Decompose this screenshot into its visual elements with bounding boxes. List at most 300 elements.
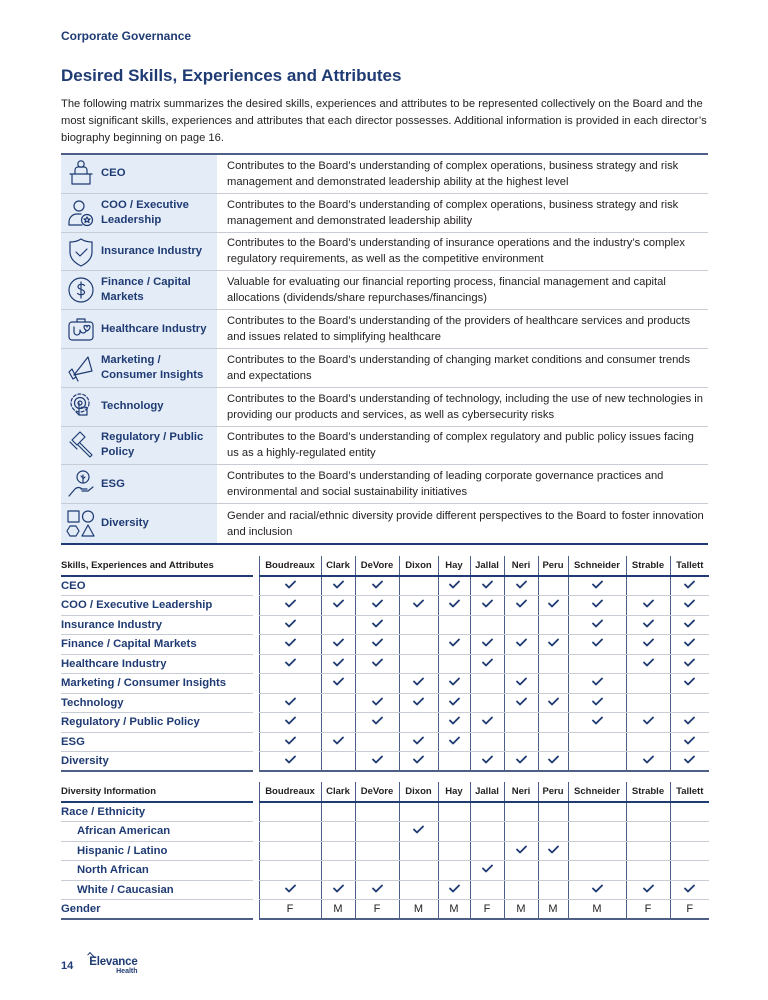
check-icon [592,638,603,650]
check-cell [538,752,568,772]
check-cell [568,693,626,713]
check-icon [285,736,296,748]
check-cell [470,596,504,616]
empty-cell [321,693,355,713]
diversity-matrix-row [61,802,709,822]
check-icon [285,638,296,650]
check-icon [643,619,654,631]
empty-cell [355,802,399,822]
skills-matrix-row [61,713,709,733]
skill-definition-row [61,194,708,233]
empty-cell [626,822,670,842]
check-icon [449,716,460,728]
check-cell [538,693,568,713]
skill-description: Contributes to the Board’s understanding of changing market conditions and consumer trends and expectations [227,353,691,382]
check-icon [449,736,460,748]
check-icon [413,697,424,709]
check-cell [438,732,470,752]
gender-cell: F [470,900,504,920]
check-cell [259,576,321,596]
check-cell [470,752,504,772]
empty-cell [568,732,626,752]
director-column-header: Strable [626,782,670,802]
empty-cell [470,693,504,713]
check-icon [516,638,527,650]
check-icon [285,884,296,896]
matrix-header-label: Skills, Experiences and Attributes [61,556,253,576]
check-cell [626,713,670,733]
check-cell [626,596,670,616]
check-icon [684,638,695,650]
check-icon [643,658,654,670]
check-cell [438,693,470,713]
director-column-header: Clark [321,782,355,802]
skill-name: Regulatory / Public Policy [101,431,204,459]
skill-definition-row [61,310,708,349]
skill-description: Contributes to the Board’s understanding of the providers of healthcare services and products and issues related to simplifying healthcare [227,315,691,344]
skill-name: Healthcare Industry [101,322,207,335]
check-icon [516,599,527,611]
check-cell [399,822,438,842]
check-cell [568,615,626,635]
director-column-header: Schneider [568,782,626,802]
check-icon [333,580,344,592]
skill-name: ESG [101,477,125,490]
row-label: Regulatory / Public Policy [61,713,253,733]
empty-cell [670,693,709,713]
empty-cell [355,841,399,861]
check-icon [516,755,527,767]
check-cell [355,880,399,900]
empty-cell [438,802,470,822]
empty-cell [504,861,538,881]
check-cell [355,635,399,655]
skill-definition-row [61,233,708,272]
check-icon [449,697,460,709]
skills-matrix-row [61,654,709,674]
check-cell [259,732,321,752]
check-cell [504,576,538,596]
gender-cell: M [568,900,626,920]
row-label: Finance / Capital Markets [61,635,253,655]
hand-leaf-icon [61,465,101,503]
page-footer [61,957,138,975]
empty-cell [626,576,670,596]
gavel-icon [61,426,101,464]
check-icon [285,755,296,767]
check-cell [626,654,670,674]
diversity-matrix-row [61,861,709,881]
empty-cell [399,654,438,674]
check-icon [372,619,383,631]
check-icon [372,697,383,709]
skill-description: Contributes to the Board’s understanding of insurance operations and the industry’s complex regulatory requirements, as well as the competitive environment [227,237,685,266]
gender-cell: M [538,900,568,920]
check-icon [482,658,493,670]
skills-matrix-row [61,752,709,772]
empty-cell [504,615,538,635]
check-icon [333,638,344,650]
skill-label-cell [61,427,217,465]
check-icon [516,580,527,592]
skill-label-cell [61,349,217,387]
empty-cell [568,802,626,822]
gender-cell: F [259,900,321,920]
empty-cell [568,654,626,674]
check-cell [321,596,355,616]
check-icon [684,884,695,896]
gender-row [61,900,709,920]
skill-name: Marketing / Consumer Insights [101,353,204,381]
section-label: Corporate Governance [61,29,192,43]
check-cell [504,635,538,655]
check-icon [592,580,603,592]
empty-cell [538,880,568,900]
empty-cell [399,841,438,861]
gender-cell: F [626,900,670,920]
empty-cell [399,713,438,733]
empty-cell [670,802,709,822]
skill-name: COO / Executive Leadership [101,198,189,226]
empty-cell [321,752,355,772]
check-icon [333,736,344,748]
director-column-header: Dixon [399,556,438,576]
check-cell [538,841,568,861]
check-icon [482,864,493,876]
check-icon [372,638,383,650]
director-column-header: Dixon [399,782,438,802]
empty-cell [470,880,504,900]
gender-cell: M [438,900,470,920]
check-cell [670,635,709,655]
skill-description: Valuable for evaluating our financial reporting process, financial management and capital allocations (dividends/share repurchases/financings) [227,276,666,305]
check-icon [482,599,493,611]
director-column-header: Clark [321,556,355,576]
check-icon [592,884,603,896]
empty-cell [568,841,626,861]
skill-definition-row [61,388,708,427]
check-icon [643,716,654,728]
check-cell [259,693,321,713]
empty-cell [399,576,438,596]
skills-matrix-row [61,732,709,752]
check-icon [449,580,460,592]
check-cell [321,576,355,596]
empty-cell [626,674,670,694]
row-label: Hispanic / Latino [61,841,253,861]
check-icon [592,619,603,631]
empty-cell [399,615,438,635]
skill-name: Insurance Industry [101,244,203,257]
row-label: Marketing / Consumer Insights [61,674,253,694]
skill-label-cell [61,504,217,543]
empty-cell [504,654,538,674]
empty-cell [355,861,399,881]
empty-cell [438,615,470,635]
check-cell [438,674,470,694]
check-icon [684,619,695,631]
empty-cell [438,822,470,842]
skill-label-cell [61,388,217,426]
check-icon [449,638,460,650]
check-cell [399,752,438,772]
empty-cell [399,635,438,655]
empty-cell [355,732,399,752]
ceo-desk-person-icon [61,155,101,193]
skill-definition-row [61,504,708,543]
check-cell [670,880,709,900]
skill-description: Contributes to the Board’s understanding of leading corporate governance practices and environmental and social sustainability initiatives [227,470,664,499]
director-column-header: Tallett [670,782,709,802]
check-cell [568,635,626,655]
gender-cell: F [670,900,709,920]
check-icon [372,580,383,592]
skill-label-cell [61,271,217,309]
empty-cell [538,861,568,881]
check-cell [259,880,321,900]
director-column-header: Boudreaux [259,782,321,802]
gender-cell: M [321,900,355,920]
check-cell [321,654,355,674]
check-icon [548,697,559,709]
check-icon [413,599,424,611]
empty-cell [399,802,438,822]
megaphone-icon [61,349,101,387]
check-icon [516,697,527,709]
skills-matrix-row [61,635,709,655]
check-cell [670,596,709,616]
shapes-icon [61,505,101,543]
check-icon [684,677,695,689]
empty-cell [504,732,538,752]
check-icon [285,599,296,611]
check-icon [592,599,603,611]
check-icon [285,580,296,592]
empty-cell [538,802,568,822]
empty-cell [321,713,355,733]
page-title: Desired Skills, Experiences and Attributes [61,66,402,85]
diversity-matrix-row [61,880,709,900]
check-cell [399,732,438,752]
empty-cell [538,674,568,694]
skills-matrix-row [61,615,709,635]
skill-label-cell [61,465,217,503]
check-cell [568,596,626,616]
skill-description: Contributes to the Board’s understanding of technology, including the use of new technologies in providing our products and services, as well as cybersecurity risks [227,392,703,421]
dollar-circle-icon [61,271,101,309]
gender-cell: M [504,900,538,920]
check-icon [643,755,654,767]
empty-cell [626,841,670,861]
director-column-header: Neri [504,556,538,576]
empty-cell [470,802,504,822]
check-cell [438,596,470,616]
check-cell [504,752,538,772]
check-cell [470,713,504,733]
check-cell [670,752,709,772]
empty-cell [259,841,321,861]
check-cell [355,752,399,772]
empty-cell [438,654,470,674]
check-icon [333,658,344,670]
skill-definition-row [61,349,708,388]
row-label: North African [61,861,253,881]
empty-cell [259,861,321,881]
director-column-header: Peru [538,556,568,576]
skill-definition-row [61,427,708,466]
empty-cell [504,822,538,842]
check-icon [684,755,695,767]
logo-wordmark: Elevance [89,956,138,968]
director-column-header: Schneider [568,556,626,576]
check-icon [482,755,493,767]
empty-cell [321,841,355,861]
empty-cell [538,654,568,674]
check-cell [470,635,504,655]
director-column-header: Neri [504,782,538,802]
check-cell [626,615,670,635]
empty-cell [321,802,355,822]
check-icon [548,755,559,767]
check-icon [413,825,424,837]
empty-cell [538,576,568,596]
skill-description: Gender and racial/ethnic diversity provide different perspectives to the Board to foster innovation and inclusion [227,509,704,538]
check-cell [355,596,399,616]
check-icon [413,677,424,689]
empty-cell [259,674,321,694]
elevance-health-logo [89,957,137,975]
skills-matrix-row [61,576,709,596]
skills-definitions-table [61,153,708,545]
skill-name: Diversity [101,517,149,530]
check-cell [355,713,399,733]
check-cell [321,674,355,694]
check-cell [355,576,399,596]
empty-cell [321,822,355,842]
empty-cell [568,861,626,881]
check-cell [670,732,709,752]
check-cell [355,615,399,635]
check-cell [568,713,626,733]
director-column-header: DeVore [355,782,399,802]
check-icon [372,658,383,670]
check-icon [548,638,559,650]
row-label: Diversity [61,752,253,772]
gender-cell: M [399,900,438,920]
check-icon [482,580,493,592]
check-cell [568,880,626,900]
skill-description: Contributes to the Board’s understanding of complex operations, business strategy and risk management and demonstrated leadership ability [227,198,679,227]
row-label: ESG [61,732,253,752]
shield-check-icon [61,233,101,271]
check-cell [568,674,626,694]
skills-matrix-row [61,693,709,713]
check-icon [643,884,654,896]
skill-label-cell [61,233,217,271]
check-cell [538,596,568,616]
check-cell [321,732,355,752]
empty-cell [470,615,504,635]
empty-cell [568,822,626,842]
skill-label-cell [61,155,217,193]
row-label: Technology [61,693,253,713]
empty-cell [538,732,568,752]
empty-cell [568,752,626,772]
check-icon [592,716,603,728]
empty-cell [670,822,709,842]
row-label: CEO [61,576,253,596]
check-icon [413,736,424,748]
matrix-header-label: Diversity Information [61,782,253,802]
check-cell [470,654,504,674]
empty-cell [538,713,568,733]
check-cell [670,615,709,635]
empty-cell [504,713,538,733]
check-icon [285,619,296,631]
check-cell [504,693,538,713]
check-cell [670,654,709,674]
director-column-header: Strable [626,556,670,576]
intro-paragraph: The following matrix summarizes the desired skills, experiences and attributes to be represented collectively on the Board and the most significant skills, experiences and attributes that each director possesses. Additional information is provided in each director’s biography beginning on page 16. [61,98,707,144]
touch-target-icon [61,388,101,426]
check-icon [684,658,695,670]
medical-bag-stethoscope-icon [61,310,101,348]
check-icon [684,716,695,728]
check-icon [684,599,695,611]
row-label: Healthcare Industry [61,654,253,674]
check-icon [548,599,559,611]
check-cell [504,596,538,616]
row-label: COO / Executive Leadership [61,596,253,616]
empty-cell [626,693,670,713]
check-icon [482,716,493,728]
check-icon [372,884,383,896]
check-icon [333,599,344,611]
check-cell [626,635,670,655]
check-cell [568,576,626,596]
check-cell [538,635,568,655]
check-cell [626,752,670,772]
skill-definition-row [61,155,708,194]
check-cell [259,654,321,674]
check-icon [516,845,527,857]
check-icon [684,580,695,592]
check-icon [449,599,460,611]
skills-matrix-row [61,674,709,694]
row-label: Insurance Industry [61,615,253,635]
check-icon [449,884,460,896]
skill-label-cell [61,310,217,348]
director-column-header: Jallal [470,782,504,802]
director-column-header: Jallal [470,556,504,576]
empty-cell [626,732,670,752]
check-cell [399,693,438,713]
empty-cell [470,674,504,694]
skills-matrix-table [61,556,709,772]
director-column-header: Tallett [670,556,709,576]
check-icon [592,677,603,689]
check-cell [321,880,355,900]
row-label: Gender [61,900,253,920]
check-icon [643,599,654,611]
check-icon [372,755,383,767]
check-icon [285,716,296,728]
check-icon [684,736,695,748]
check-cell [321,635,355,655]
empty-cell [438,841,470,861]
empty-cell [399,880,438,900]
check-cell [259,615,321,635]
